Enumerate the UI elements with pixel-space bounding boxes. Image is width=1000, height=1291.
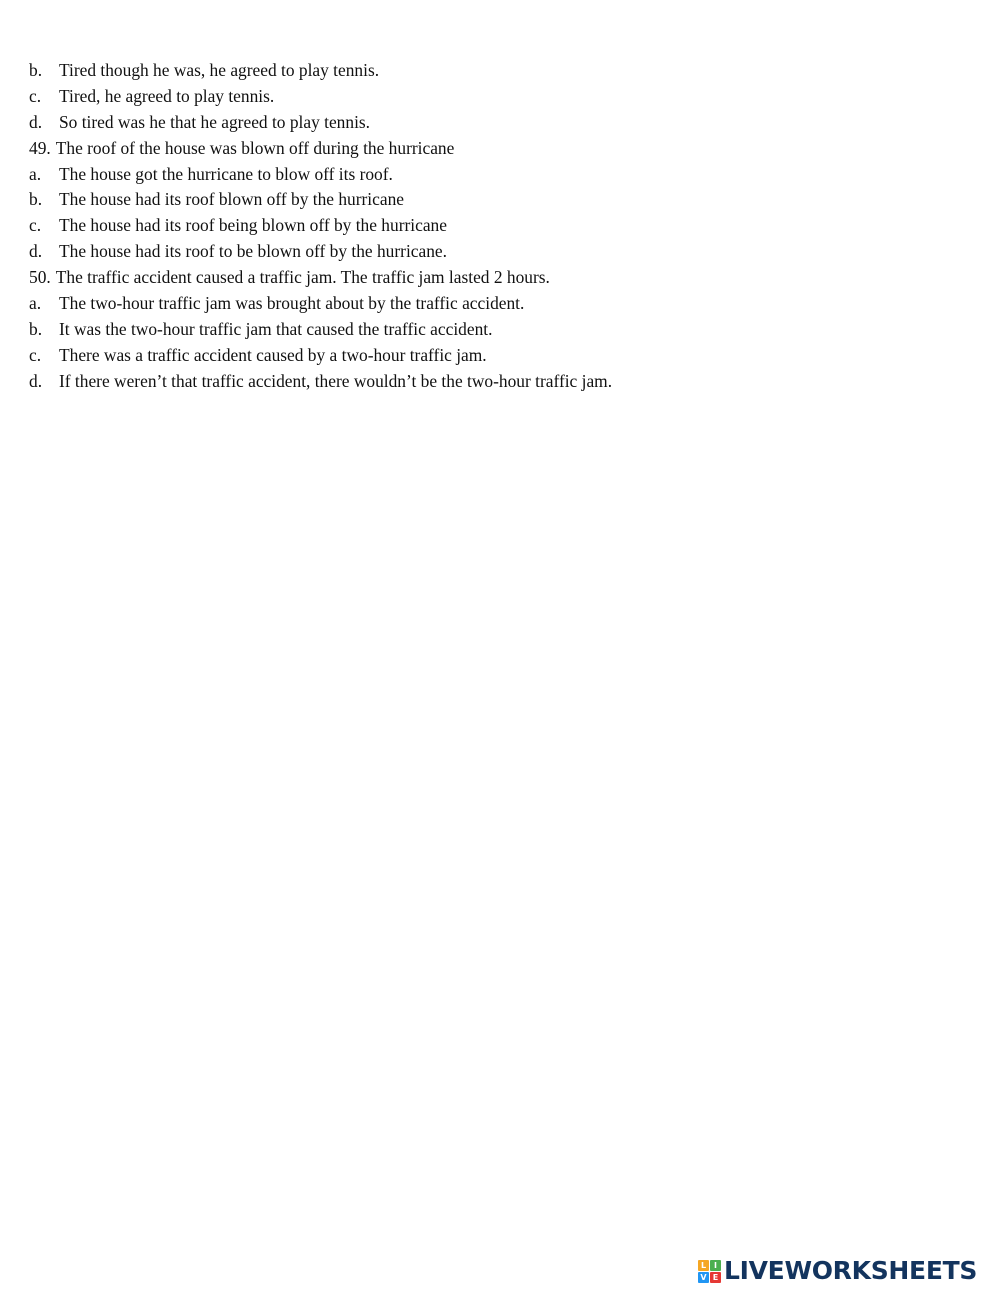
option-line (29, 162, 969, 188)
question-text: The traffic accident caused a traffic jam. The traffic jam lasted 2 hours. (55, 267, 550, 288)
question-line (29, 265, 969, 291)
question-number: 49. (29, 137, 51, 158)
option-text: There was a traffic accident caused by a two-hour traffic jam. (59, 344, 487, 365)
option-text: The house had its roof being blown off by the hurricane (59, 215, 447, 236)
option-text: It was the two-hour traffic jam that caused the traffic accident. (59, 318, 493, 339)
option-marker: d. (29, 370, 43, 391)
option-text: The two-hour traffic jam was brought about by the traffic accident. (59, 293, 525, 314)
option-line (29, 239, 969, 265)
option-marker: c. (29, 344, 42, 365)
liveworksheets-logo (698, 1257, 977, 1285)
option-marker: d. (29, 241, 43, 262)
option-marker: b. (29, 60, 43, 80)
question-number: 50. (29, 267, 51, 288)
logo-tile: L (698, 1260, 709, 1271)
question-text: The roof of the house was blown off during the hurricane (55, 137, 455, 158)
logo-tile: I (710, 1260, 721, 1271)
logo-tile: E (710, 1272, 721, 1283)
option-marker: b. (29, 189, 43, 210)
option-line (29, 110, 969, 136)
option-marker: d. (29, 111, 43, 132)
logo-tile: V (698, 1272, 709, 1283)
option-marker: c. (29, 215, 42, 236)
live-tiles-icon (698, 1260, 721, 1283)
question-line (29, 136, 969, 162)
option-line (29, 58, 969, 84)
option-text: If there weren’t that traffic accident, there wouldn’t be the two-hour traffic jam. (59, 370, 613, 391)
option-line (29, 343, 969, 369)
option-text: Tired, he agreed to play tennis. (59, 85, 275, 106)
option-line (29, 317, 969, 343)
option-marker: a. (29, 163, 42, 184)
option-text: So tired was he that he agreed to play tennis. (59, 111, 371, 132)
option-line (29, 291, 969, 317)
option-text: The house had its roof to be blown off by the hurricane. (59, 241, 447, 262)
option-line (29, 84, 969, 110)
option-text: Tired though he was, he agreed to play tennis. (59, 60, 380, 80)
option-text: The house got the hurricane to blow off its roof. (59, 163, 393, 184)
option-line (29, 187, 969, 213)
option-marker: a. (29, 293, 42, 314)
worksheet-content (29, 58, 969, 395)
brand-wordmark: LIVEWORKSHEETS (724, 1256, 978, 1285)
option-marker: b. (29, 318, 43, 339)
option-line (29, 213, 969, 239)
option-marker: c. (29, 85, 42, 106)
option-line (29, 369, 969, 395)
option-text: The house had its roof blown off by the hurricane (59, 189, 404, 210)
